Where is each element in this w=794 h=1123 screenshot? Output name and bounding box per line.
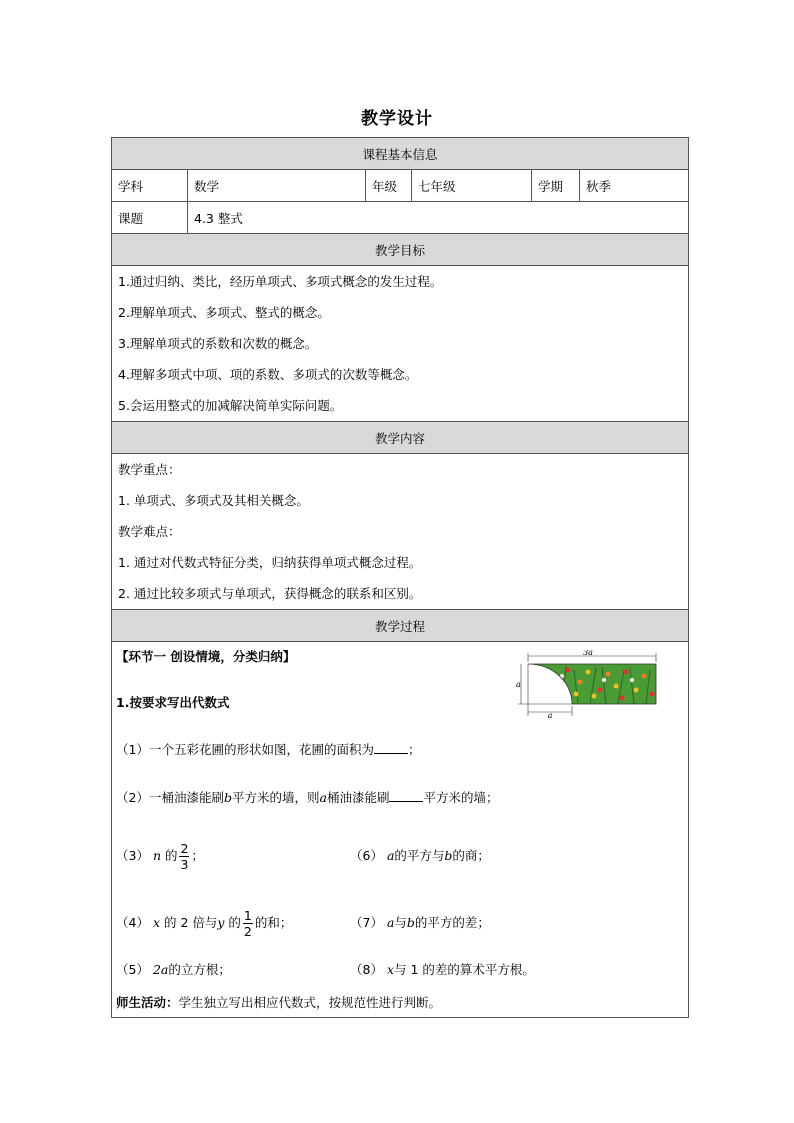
fraction: $\frac{1}{2}$ — [243, 908, 252, 939]
question-7: （7） a与b的平方的差； — [350, 915, 490, 930]
section-title: 【环节一 创设情境，分类归纳】 — [116, 649, 296, 664]
process-cell — [112, 642, 689, 1018]
objective-item: 3.理解单项式的系数和次数的概念。 — [118, 336, 318, 351]
answer-blank — [374, 741, 408, 754]
term-value: 秋季 — [580, 170, 689, 202]
figure-top-label: 3a — [583, 650, 593, 657]
objectives-header: 教学目标 — [112, 234, 689, 266]
objective-item: 2.理解单项式、多项式、整式的概念。 — [118, 305, 330, 320]
difficulty-item: 2. 通过比较多项式与单项式，获得概念的联系和区别。 — [118, 586, 422, 601]
figure-bottom-label: a — [547, 711, 553, 720]
objective-item: 5.会运用整式的加减解决简单实际问题。 — [118, 398, 343, 413]
objective-item: 1.通过归纳、类比，经历单项式、多项式概念的发生过程。 — [118, 274, 443, 289]
difficulty-item: 1. 通过对代数式特征分类，归纳获得单项式概念过程。 — [118, 555, 422, 570]
lesson-plan-table — [111, 137, 689, 1018]
difficulties-label: 教学难点： — [118, 524, 181, 539]
task-title: 1.按要求写出代数式 — [116, 695, 230, 710]
page-title: 教学设计 — [361, 109, 433, 129]
key-points-label: 教学重点： — [118, 462, 181, 477]
grade-label: 年级 — [366, 170, 412, 202]
figure-left-label: a — [516, 680, 521, 689]
grade-value: 七年级 — [412, 170, 532, 202]
question-2: （2）一桶油漆能刷b平方米的墙，则a桶油漆能刷 平方米的墙； — [116, 790, 499, 805]
teacher-student-activity: 师生活动：学生独立写出相应代数式，按规范性进行判断。 — [116, 995, 442, 1010]
question-5: （5） 2a的立方根； — [116, 962, 231, 977]
term-label: 学期 — [532, 170, 580, 202]
basic-info-header: 课程基本信息 — [112, 138, 689, 170]
question-4: （4） x 的 2 倍与y 的 $\frac{1}{2}$ 的和； — [116, 908, 293, 939]
objectives-cell — [112, 266, 689, 422]
question-8: （8） x与 1 的差的算术平方根。 — [350, 962, 535, 977]
key-point-item: 1. 单项式、多项式及其相关概念。 — [118, 493, 309, 508]
objective-item: 4.理解多项式中项、项的系数、多项式的次数等概念。 — [118, 367, 418, 382]
topic-label: 课题 — [112, 202, 188, 234]
subject-value: 数学 — [188, 170, 366, 202]
question-1: （1）一个五彩花圃的形状如图，花圃的面积为 ； — [116, 742, 421, 757]
question-3: （3） n 的 $\frac{2}{3}$ ； — [116, 841, 204, 872]
content-cell — [112, 454, 689, 610]
content-header: 教学内容 — [112, 422, 689, 454]
flower-bed-figure — [516, 650, 660, 720]
fraction: $\frac{2}{3}$ — [180, 841, 189, 872]
subject-label: 学科 — [112, 170, 188, 202]
question-6: （6） a的平方与b的商； — [350, 848, 490, 863]
answer-blank — [389, 789, 423, 802]
process-header: 教学过程 — [112, 610, 689, 642]
topic-value: 4.3 整式 — [188, 202, 689, 234]
